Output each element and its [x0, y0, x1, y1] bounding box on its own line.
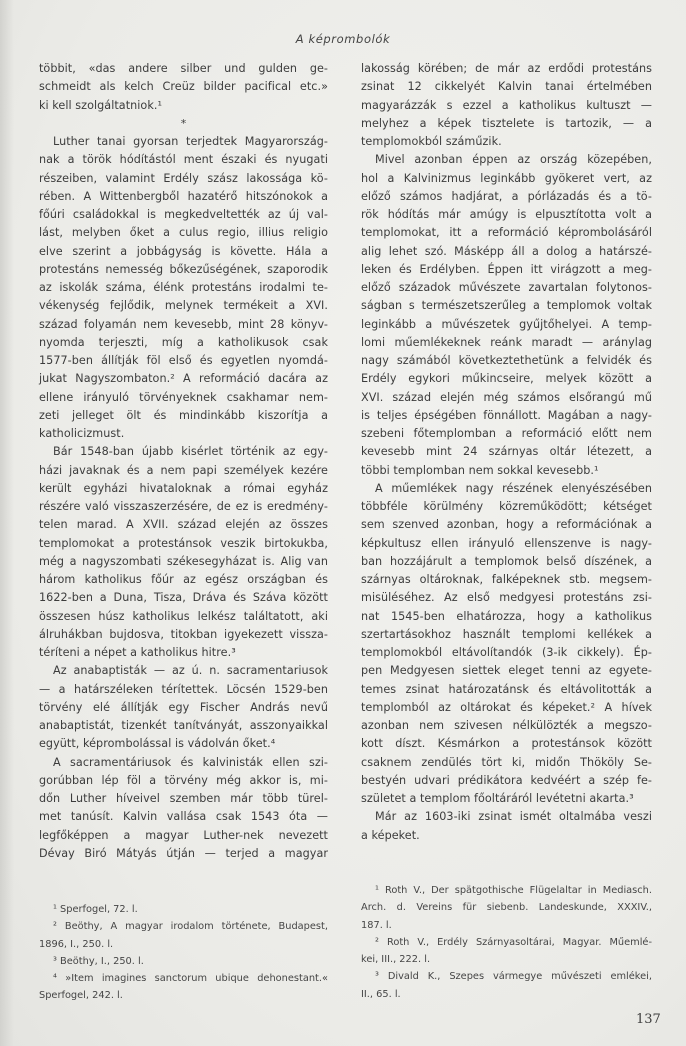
footnote: Arch. d. Vereins für siebenb. Landeskunde, XXXIV., [361, 902, 652, 914]
text-line: lakosság körében; de már az erdődi protestáns [361, 62, 652, 75]
footnote: Sperfogel, 242. l. [39, 990, 123, 1002]
text-line: zeti jelleget ölt és mindinkább kiszorítja a [39, 408, 328, 422]
text-line: anabaptistát, tizenkét tanítványát, asszonyaikkal [39, 719, 328, 732]
text-line: lomi műemlékeknek reánk maradt — aránylag [361, 335, 652, 349]
binding-shadow [0, 0, 14, 1046]
text-line: század folyamán nem kevesebb, mint 28 könyv- [39, 317, 328, 331]
footnote: II., 65. l. [361, 988, 401, 1000]
text-line: három katholikus főúr az egész országban és [39, 573, 328, 586]
text-line: rében. A Wittenbergből hazatérő hitszónokok a [39, 189, 328, 203]
text-line: rök hódítás már amúgy is elpusztította volt a [361, 208, 652, 221]
text-line: Már az 1603-iki zsinat ismét oltalmába veszi [375, 810, 652, 824]
footnote: ¹ Roth V., Der spätgothische Flügelaltar in Mediasch. [375, 885, 652, 896]
text-line: többit, «das andere silber und gulden ge- [39, 62, 328, 75]
running-head: A képrombolók [295, 32, 391, 46]
text-line: nak a török hódítástól ment északi és nyugati [39, 153, 328, 167]
text-line: met tanúsít. Kalvin vallása csak 1543 óta — [39, 810, 328, 824]
text-line: leken és Erdélyben. Éppen itt virágzott a meg- [361, 262, 652, 276]
text-line: legfőképpen a magyar Luther-nek nevezett [39, 828, 328, 842]
left-column [39, 60, 328, 863]
text-line: csaknem zendülés tört ki, midőn Thököly Se- [361, 755, 652, 769]
text-line: templomokból száműzik. [361, 135, 502, 148]
text-line: katholicizmust. [39, 427, 125, 440]
footnote: ² Roth V., Erdély Szárnyasoltárai, Magyar. Műemlé- [375, 936, 652, 948]
text-line: temes zsinat határozatánsk és eltávolitották a [361, 682, 652, 696]
footnote: ³ Beöthy, I., 250. l. [53, 955, 144, 967]
text-line: a képeket. [361, 828, 420, 842]
text-line: részére való visszaszerzésére, de ez is eredmény- [39, 500, 328, 513]
text-line: misüléséhez. Az első medgyesi protestáns zsi- [361, 591, 652, 605]
text-line: nyomda terjeszti, míg a katholikusok csak [39, 335, 328, 349]
text-line: került egyházi hivataloknak a római egyház [39, 481, 328, 495]
text-line: előző századok művészete zavartalan folytonos- [361, 281, 652, 294]
text-line: Dévay Biró Mátyás útján — terjed a magyar [39, 846, 328, 860]
text-line: templomokat, itt a reformáció képrombolásáról [361, 226, 652, 240]
footnote: ³ Divald K., Szepes vármegye művészeti emlékei, [375, 971, 652, 983]
text-line: az iskolák száma, élénk protestáns irodalmi te- [39, 281, 328, 294]
text-line: ságban s természetszerűleg a templomok voltak [361, 299, 652, 313]
text-line: melyhez a képek tisztelete is tartozik, — a [361, 116, 652, 130]
footnote: 187. l. [361, 919, 392, 931]
text-line: protestáns nemesség bőkezűségének, szaporodik [39, 262, 328, 276]
text-line: kott díszt. Késmárkon a protestánsok között [361, 737, 652, 751]
text-line: zsinat 12 cikkelyét Kalvin tanai értelmében [361, 80, 652, 94]
text-line: téríteni a népet a katholikus hitre.³ [39, 646, 236, 659]
text-line: ban hozzájárult a templomok belső díszének, a [361, 554, 652, 568]
text-line: ellene irányuló törvényeknek csakhamar nem- [39, 390, 328, 404]
text-line: összesen húsz katholikus lelkész találtatott, aki [39, 609, 328, 623]
text-line: — a határszéleken térítettek. Löcsén 1529-ben [39, 682, 328, 696]
text-line: előző számos hadjárat, a pórlázadás és a tö- [361, 189, 652, 203]
page-number: 137 [636, 1012, 661, 1027]
text-line: A műemlékek nagy részének elenyészésében [375, 481, 652, 495]
section-separator: * [180, 116, 187, 130]
text-line: sem szenved azonban, hogy a reformációnak a [361, 518, 652, 532]
text-line: magyarázzák s ezzel a katholikus kultuszt — [361, 98, 652, 112]
text-line: Az anabaptisták — az ú. n. sacramentariusok [53, 664, 328, 678]
text-line: házi javaknak és a nem papi személyek kezére [39, 463, 328, 477]
text-line: dőn Luther híveivel szemben már több türel- [39, 792, 328, 805]
text-line: többi templomban nem sokkal kevesebb.¹ [361, 463, 599, 477]
text-line: schmeidt als kelch Creüz bilder pacifical etc.» [39, 80, 328, 94]
text-line: álruhákban bujdosva, titokban igyekezett vissza- [39, 627, 328, 641]
text-line: képkultusz ellen irányuló ellenszenve is nagy- [361, 536, 652, 550]
text-line: szebeni főtemplomban a reformáció előtt nem [361, 427, 652, 440]
text-line: templomokat a protestánsok veszik birtokukba, [39, 536, 328, 550]
text-line: XVI. század elején még számos elsőrangú mű [361, 390, 652, 404]
text-line: elve szerint a jobbágyság is követte. Hála a [39, 244, 328, 258]
left-footnotes [39, 901, 328, 1005]
text-line: templomokból eltávolítandók (3-ik cikkely). Ép- [361, 646, 652, 659]
text-line: Luther tanai gyorsan terjedtek Magyarország- [53, 135, 328, 148]
footnote: 1896, I., 250. l. [39, 938, 114, 950]
text-line: hol a Kalvinizmus leginkább gyökeret vert, az [361, 171, 652, 185]
text-line: bestyén udvari prédikátora kedvéért a szép fe- [361, 773, 652, 787]
text-line: A sacramentáriusok és kalvinisták ellen szi- [53, 755, 328, 769]
text-line: részeiben, valamint Erdély szász lakossága kö- [39, 171, 328, 185]
text-line: is teljes épségében fönnállott. Magában a nagy- [361, 408, 652, 422]
text-line: ki kell szolgáltatniok.¹ [39, 98, 162, 112]
text-line: nat 1545-ben elhatározza, hogy a katholikus [361, 609, 652, 623]
text-line: vékenység fejlődik, melynek termékeit a XVI. [39, 299, 328, 313]
text-line: törvény elé állítják egy Fischer András nevű [39, 700, 328, 714]
right-footnotes [361, 882, 652, 1003]
text-line: főúri családokkal is megkedveltették az új val- [39, 208, 328, 221]
footnote: ¹ Sperfogel, 72. l. [53, 904, 138, 915]
text-line: Bár 1548-ban újabb kisérlet történik az egy- [53, 445, 328, 459]
right-column [361, 60, 652, 845]
text-line: azonban nem szivesen nélkülözték a megszo- [361, 719, 652, 732]
text-line: jukat Nagyszombaton.² A reformáció dacára az [39, 372, 328, 386]
text-line: kevesebb mint 24 szárnyas oltár létezett, a [361, 445, 652, 459]
text-line: alig lehet szó. Másképp áll a dolog a határszé- [361, 244, 652, 258]
text-line: még a nagyszombati székesegyházat is. Alig van [39, 554, 328, 568]
text-line: Mivel azonban éppen az ország közepében, [375, 153, 652, 167]
text-line: nagy számából következtethetünk a felvidék és [361, 354, 652, 367]
text-line: Erdély egykori műkincseire, melyek között a [361, 372, 652, 386]
text-line: együtt, képrombolással is vádolván őket.⁴ [39, 737, 276, 751]
footnote: ² Beöthy, A magyar irodalom története, Budapest, [53, 921, 328, 933]
text-line: születet a templom főoltáráról levétetni akarta.³ [361, 792, 634, 805]
text-line: templomból az oltárokat és képeket.² A hívek [361, 700, 652, 714]
footnote: kei, III., 222. l. [361, 954, 431, 966]
text-line: pen Medgyesen siettek eleget tenni az egyete- [361, 664, 652, 678]
footnote: ⁴ »Item imagines sanctorum ubique dehonestant.« [53, 973, 328, 985]
text-line: 1577-ben állítják föl első és egyetlen nyomdá- [39, 354, 328, 367]
text-line: többféle körülmény közreműködött; kétséget [361, 500, 652, 513]
text-line: leginkább a művészetek gyűjtőhelyei. A temp- [361, 317, 652, 331]
text-line: 1622-ben a Duna, Tisza, Dráva és Száva között [39, 591, 328, 605]
text-line: gorúbban lép föl a törvény még akkor is, mi- [39, 773, 328, 787]
text-line: szárnyas oltároknak, falképeknek stb. megsem- [361, 573, 652, 586]
text-line: telen marad. A XVII. század elején az összes [39, 518, 328, 532]
text-line: lást, melyben őket a culus regio, illius religio [39, 226, 328, 240]
text-line: szertartásokhoz használt templomi kellékek a [361, 627, 652, 641]
